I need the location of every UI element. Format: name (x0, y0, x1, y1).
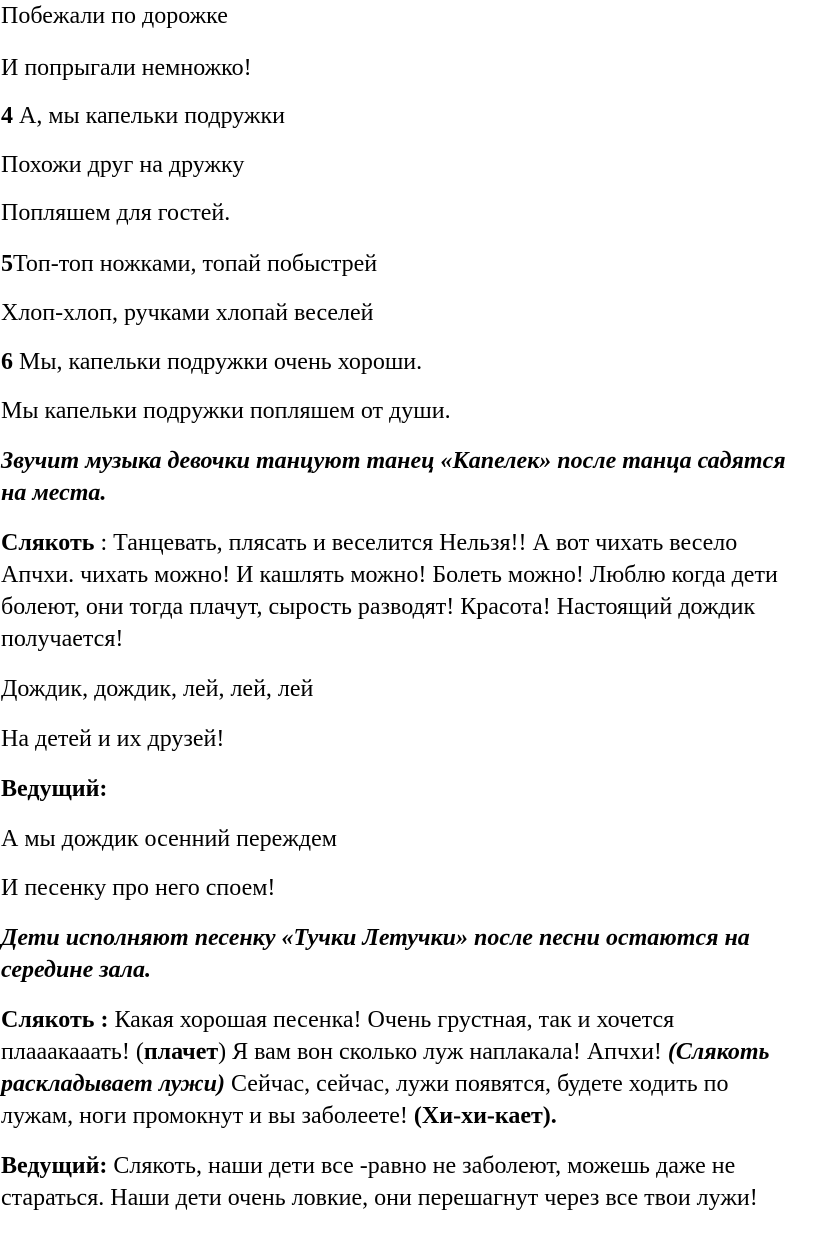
speech-text: ) Я вам вон сколько луж наплакала! Апчхи! (218, 1039, 668, 1065)
speech-text (1, 1068, 729, 1100)
text-line: Мы капельки подружки попляшем от души. (1, 398, 451, 424)
speaker-name: Слякоть (1, 530, 95, 556)
remark-bold: (Хи-хи-кает). (413, 1103, 557, 1129)
speech-text: Слякоть, наши дети все -равно не заболеют, можешь даже не (107, 1153, 736, 1179)
speaker-line (1, 1004, 674, 1036)
speech-text: Какая хорошая песенка! Очень грустная, так и хочется (108, 1007, 675, 1033)
verse-line-6 (1, 346, 422, 378)
text-line: Дождик, дождик, лей, лей, лей (1, 676, 314, 702)
speech-text: : Танцевать, плясать и веселится Нельзя!! А вот чихать весело (94, 530, 738, 556)
speech-text (1, 1100, 557, 1132)
speech-text (1, 1036, 769, 1068)
stage-direction: Дети исполняют песенку «Тучки Летучки» после песни остаются на (1, 925, 750, 951)
remark-bold: плачет (143, 1039, 219, 1065)
text-line: Хлоп-хлоп, ручками хлопай веселей (1, 300, 374, 326)
verse-number: 5 (1, 251, 13, 277)
speech-text: Сейчас, сейчас, лужи появятся, будете ходить по (224, 1071, 729, 1097)
speech-text: Апчхи. чихать можно! И кашлять можно! Болеть можно! Люблю когда дети (1, 562, 778, 588)
speech-text: получается! (1, 626, 124, 652)
speaker-line (1, 527, 737, 559)
speaker-name: Ведущий: (1, 1153, 108, 1179)
speech-text: стараться. Наши дети очень ловкие, они перешагнут через все твои лужи! (1, 1185, 758, 1211)
verse-text: А, мы капельки подружки (13, 103, 286, 129)
text-line: Попляшем для гостей. (1, 200, 231, 226)
stage-direction-inline: раскладывает лужи) (1, 1071, 225, 1097)
stage-direction: середине зала. (1, 957, 151, 983)
speech-text: плааакааать! ( (1, 1039, 144, 1065)
speaker-name: Слякоть : (1, 1007, 109, 1033)
stage-direction: Звучит музыка девочки танцуют танец «Капелек» после танца садятся (1, 448, 786, 474)
text-line: Похожи друг на дружку (1, 152, 245, 178)
verse-number: 6 (1, 349, 13, 375)
verse-line-5 (1, 248, 377, 280)
text-line: Побежали по дорожке (1, 3, 228, 29)
text-line: А мы дождик осенний переждем (1, 826, 337, 852)
speaker-name: Ведущий: (1, 776, 108, 802)
text-line: На детей и их друзей! (1, 726, 225, 752)
stage-direction-inline: (Слякоть (667, 1039, 770, 1065)
speech-text: болеют, они тогда плачут, сырость разводят! Красота! Настоящий дождик (1, 594, 756, 620)
verse-line-4 (1, 100, 285, 132)
verse-text: Топ-топ ножками, топай побыстрей (13, 251, 378, 277)
text-line: И попрыгали немножко! (1, 55, 252, 81)
speech-text: лужам, ноги промокнут и вы заболеете! (1, 1103, 414, 1129)
verse-text: Мы, капельки подружки очень хороши. (13, 349, 423, 375)
verse-number: 4 (1, 103, 13, 129)
speaker-line (1, 1150, 735, 1182)
stage-direction: на места. (1, 480, 107, 506)
text-line: И песенку про него споем! (1, 875, 276, 901)
